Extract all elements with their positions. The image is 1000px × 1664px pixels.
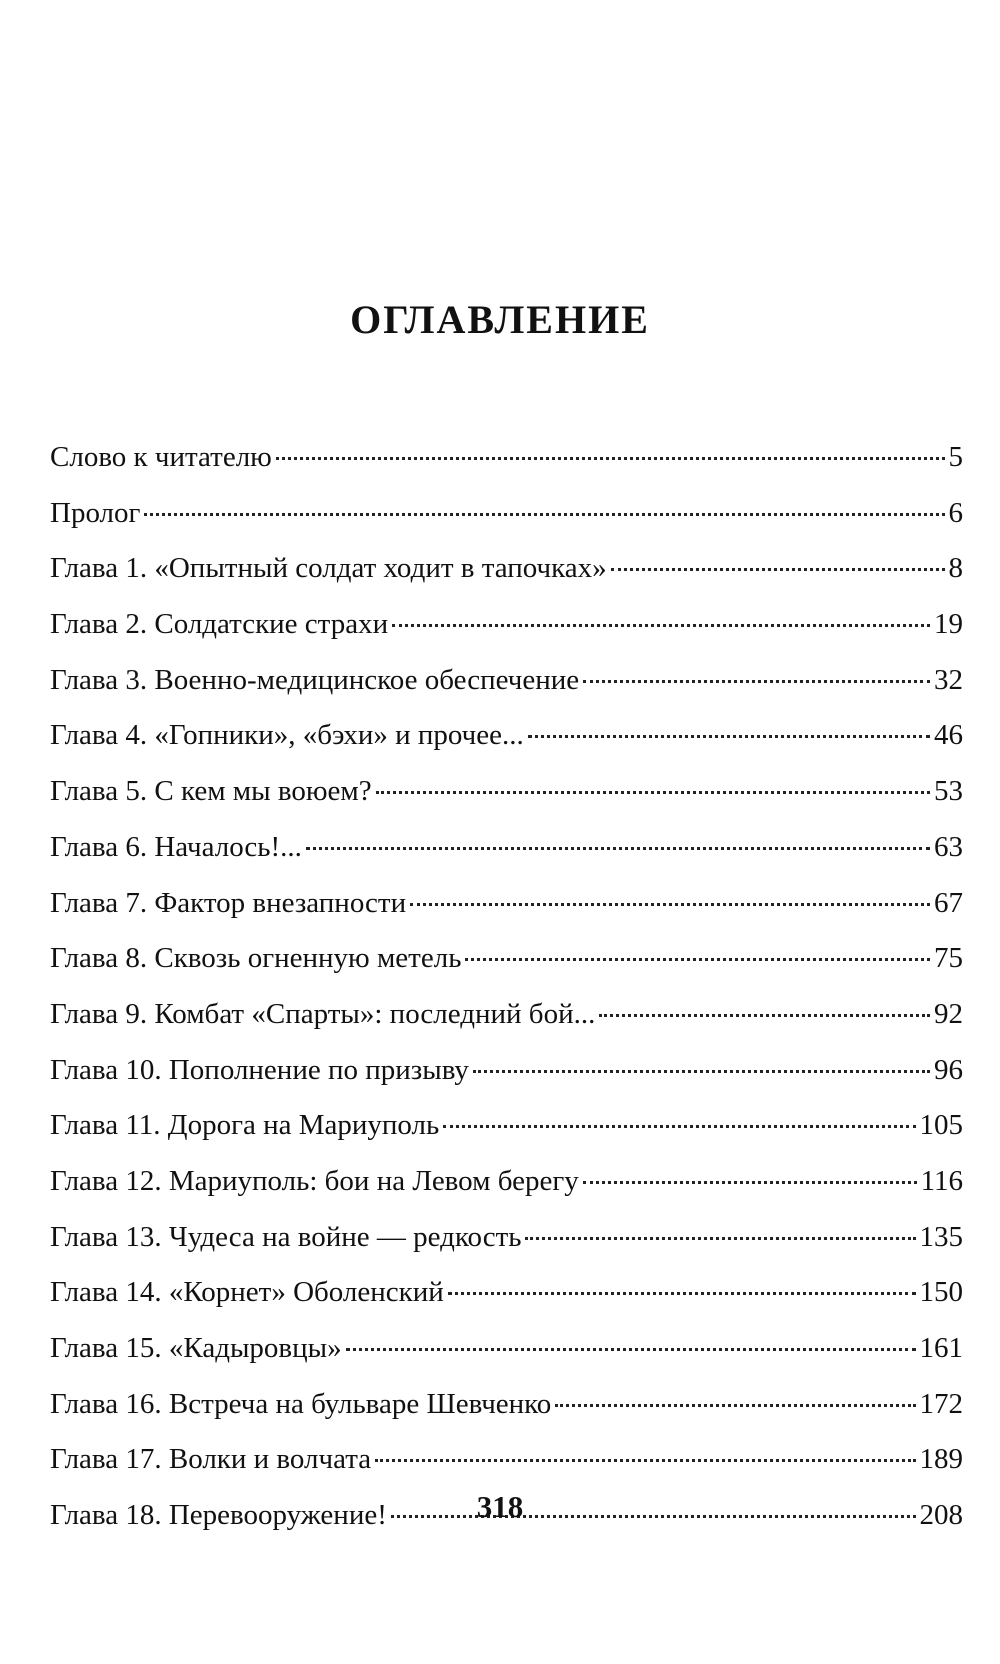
dot-leader: [465, 958, 930, 961]
toc-entry: [50, 1328, 963, 1384]
toc-entry-page: 189: [919, 1443, 963, 1476]
toc-entry: [50, 1105, 963, 1161]
dot-leader: [144, 513, 944, 516]
toc-entry-title: Глава 17. Волки и волчата: [50, 1443, 372, 1476]
dot-leader: [599, 1014, 930, 1017]
toc-entry-page: 63: [934, 830, 963, 863]
toc-entry-page: 208: [919, 1499, 963, 1532]
toc-entry: [50, 771, 963, 827]
dot-leader: [448, 1292, 916, 1295]
dot-leader: [306, 847, 930, 850]
dot-leader: [375, 1459, 915, 1462]
toc-list: [50, 437, 963, 1551]
toc-entry-page: 75: [934, 942, 963, 975]
toc-entry-title: Глава 16. Встреча на бульваре Шевченко: [50, 1387, 552, 1420]
dot-leader: [555, 1404, 915, 1407]
dot-leader: [346, 1348, 916, 1351]
toc-entry: [50, 604, 963, 660]
dot-leader: [583, 680, 930, 683]
dot-leader: [410, 903, 930, 906]
toc-entry: [50, 715, 963, 771]
dot-leader: [611, 568, 945, 571]
toc-entry: [50, 1272, 963, 1328]
toc-entry-title: Глава 1. «Опытный солдат ходит в тапочках»: [50, 552, 607, 585]
toc-entry-title: Глава 7. Фактор внезапности: [50, 886, 407, 919]
toc-entry-title: Глава 10. Пополнение по призыву: [50, 1053, 469, 1086]
toc-entry-page: 105: [919, 1109, 963, 1142]
toc-entry-title: Глава 18. Перевооружение!: [50, 1499, 387, 1532]
toc-entry-title: Глава 8. Сквозь огненную метель: [50, 942, 462, 975]
toc-entry-page: 150: [919, 1276, 963, 1309]
dot-leader: [528, 735, 930, 738]
toc-entry: [50, 1161, 963, 1217]
toc-entry: [50, 883, 963, 939]
toc-entry: [50, 548, 963, 604]
toc-entry-page: 135: [919, 1220, 963, 1253]
dot-leader: [276, 457, 945, 460]
page-number: 318: [476, 1489, 524, 1524]
toc-entry-title: Глава 5. С кем мы воюем?: [50, 775, 372, 808]
dot-leader: [525, 1237, 915, 1240]
toc-entry-page: 5: [948, 441, 963, 473]
toc-entry: [50, 660, 963, 716]
dot-leader: [583, 1181, 917, 1184]
toc-entry-title: Глава 13. Чудеса на войне — редкость: [50, 1220, 522, 1253]
dot-leader: [392, 624, 930, 627]
toc-entry-page: 161: [919, 1332, 963, 1364]
toc-entry-page: 6: [948, 496, 963, 529]
toc-entry-title: Глава 2. Солдатские страхи: [50, 608, 389, 641]
toc-heading: ОГЛАВЛЕНИЕ: [350, 297, 650, 342]
toc-entry-title: Глава 11. Дорога на Мариуполь: [50, 1109, 440, 1142]
toc-entry-title: Глава 4. «Гопники», «бэхи» и прочее...: [50, 719, 524, 752]
toc-entry: [50, 1384, 963, 1440]
toc-entry-page: 46: [934, 719, 963, 752]
toc-entry-page: 67: [934, 886, 963, 919]
toc-entry-title: Глава 14. «Корнет» Оболенский: [50, 1276, 444, 1309]
toc-entry-page: 116: [920, 1164, 963, 1197]
toc-entry-page: 19: [934, 608, 963, 641]
toc-entry-page: 92: [934, 997, 963, 1030]
toc-entry-page: 32: [934, 663, 963, 696]
toc-entry-title: Пролог: [50, 496, 141, 529]
toc-entry: [50, 994, 963, 1050]
toc-entry-page: 172: [919, 1387, 963, 1420]
toc-entry: [50, 827, 963, 883]
toc-entry-title: Слово к читателю: [50, 441, 272, 473]
toc-entry-title: Глава 6. Началось!...: [50, 830, 302, 863]
toc-entry: [50, 437, 963, 493]
toc-entry: [50, 938, 963, 994]
toc-entry-page: 96: [934, 1053, 963, 1086]
toc-entry-title: Глава 3. Военно-медицинское обеспечение: [50, 663, 580, 696]
dot-leader: [473, 1070, 930, 1073]
dot-leader: [376, 791, 930, 794]
toc-entry: [50, 1050, 963, 1106]
toc-entry-title: Глава 15. «Кадыровцы»: [50, 1332, 342, 1364]
toc-entry-title: Глава 12. Мариуполь: бои на Левом берегу: [50, 1164, 579, 1197]
toc-entry: [50, 493, 963, 549]
toc-entry: [50, 1217, 963, 1273]
dot-leader: [443, 1125, 915, 1128]
toc-entry-page: 53: [934, 775, 963, 808]
toc-entry: [50, 1439, 963, 1495]
toc-entry-title: Глава 9. Комбат «Спарты»: последний бой...: [50, 997, 596, 1030]
toc-entry-page: 8: [948, 552, 963, 585]
